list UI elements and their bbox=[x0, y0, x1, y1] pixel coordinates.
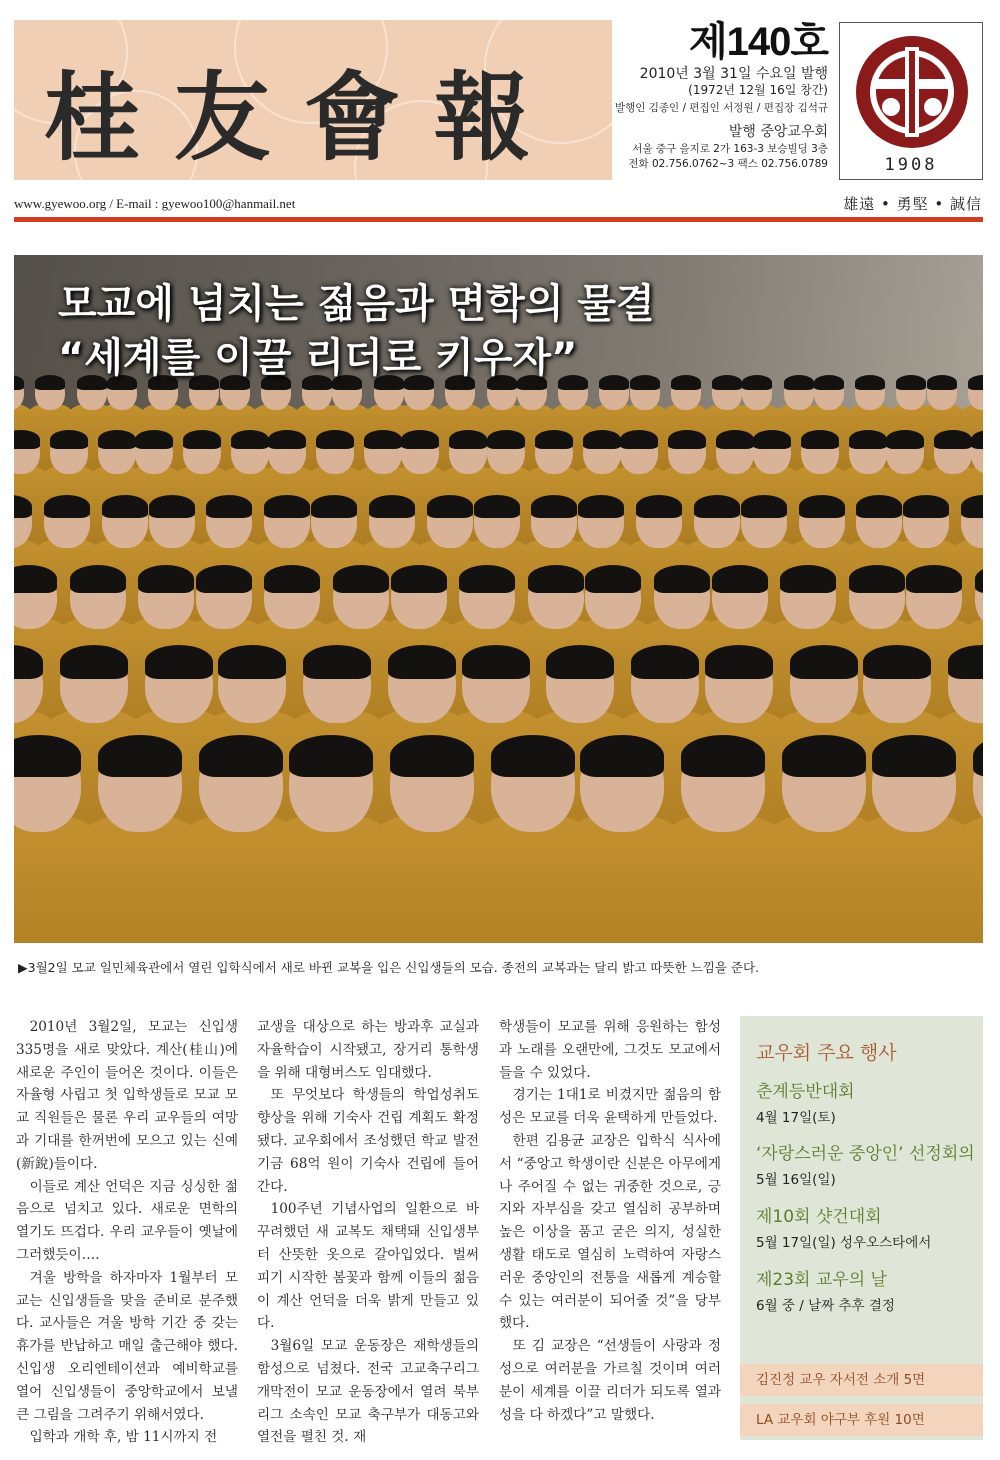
article-paragraph: 교생을 대상으로 하는 방과후 교실과 자율학습이 시작됐고, 장거리 통학생을 위해 대형버스도 임대했다. bbox=[257, 1019, 479, 1081]
phone-fax: 전화 02.756.0762~3 팩스 02.756.0789 bbox=[628, 158, 828, 170]
header-divider bbox=[14, 217, 983, 222]
article-paragraph: 또 무엇보다 학생들의 학업성취도 향상을 위해 기숙사 건립 계획도 확정됐다. 교우회에서 조성했던 학교 발전기금 68억 원이 기숙사 건립에 들어간다. bbox=[257, 1087, 479, 1195]
article-paragraph: 학생들이 모교를 위해 응원하는 함성과 노래를 오랜만에, 그것도 모교에서 들을 수 있었다. bbox=[499, 1019, 721, 1081]
emblem-year: 1908 bbox=[884, 155, 938, 175]
photo-headline bbox=[58, 277, 655, 385]
event-date: 5월 17일(일) 성우오스타에서 bbox=[756, 1235, 932, 1251]
issue-date: 2010년 3월 31일 수요일 발행 bbox=[639, 66, 828, 82]
event-name: ‘자랑스러운 중앙인’ 선정회의 bbox=[756, 1144, 975, 1164]
photo-caption: ▶3월2일 모교 일민체육관에서 열린 입학식에서 새로 바뀐 교복을 입은 신입생들의 모습. 종전의 교복과는 달리 밝고 따뜻한 느낌을 준다. bbox=[18, 960, 759, 975]
event-name: 제10회 샷건대회 bbox=[756, 1207, 882, 1227]
masthead-banner bbox=[14, 20, 612, 180]
event-date: 6월 중 / 날짜 추후 결정 bbox=[756, 1298, 895, 1314]
article-paragraph: 입학과 개학 후, 밤 11시까지 전 bbox=[29, 1429, 218, 1446]
article-paragraph: 3월6일 모교 운동장은 재학생들의 함성으로 넘쳤다. 전국 고교축구리그 개막전이 모교 운동장에서 열려 북부리그 소속인 모교 축구부가 대동고와 열전을 펼친 것. 재 bbox=[257, 1338, 479, 1446]
event-item bbox=[756, 1142, 975, 1190]
article-column-3 bbox=[499, 1016, 721, 1426]
headline-line-1: 모교에 넘치는 젊음과 면학의 물결 bbox=[58, 281, 655, 327]
article-paragraph: 100주년 기념사업의 일환으로 바꾸려했던 새 교복도 채택돼 신입생부터 산뜻한 옷으로 갈아입었다. 벌써 피기 시작한 봄꽃과 함께 이들의 젊음이 계산 언덕을 더욱 밝게 만들고 있다. bbox=[257, 1201, 479, 1332]
event-item bbox=[756, 1268, 895, 1316]
article-paragraph: 이들로 계산 언덕은 지금 싱싱한 젊음으로 넘치고 있다. 새로운 면학의 열기도 뜨겁다. 우리 교우들이 옛날에 그러했듯이…. bbox=[16, 1178, 238, 1263]
school-motto: 雄遠 • 勇堅 • 誠信 bbox=[843, 195, 982, 213]
article-paragraph: 2010년 3월2일, 모교는 신입생 335명을 새로 맞았다. 계산(桂山)에 새로운 주인이 들어온 것이다. 이들은 자율형 사립고 첫 입학생들로 모교 모교 직원들은 물론 우리 교우들의 여망과 기대를 한꺼번에 모으고 있는 신예(新銳)들이다. bbox=[16, 1019, 238, 1172]
main-photo bbox=[14, 255, 983, 943]
publisher: 발행 중앙교우회 bbox=[728, 124, 828, 140]
article-paragraph: 경기는 1대1로 비겼지만 젊음의 함성은 모교를 더욱 윤택하게 만들었다. bbox=[499, 1087, 721, 1127]
event-date: 5월 16일(일) bbox=[756, 1172, 836, 1188]
established-date: (1972년 12월 16일 창간) bbox=[688, 83, 828, 97]
address: 서울 중구 을지로 2가 163-3 보승빌딩 3층 bbox=[632, 143, 828, 155]
events-title: 교우회 주요 행사 bbox=[756, 1042, 897, 1064]
article-paragraph: 한편 김용균 교장은 입학식 식사에서 “중앙고 학생이란 신분은 아무에게나 주어질 수 없는 귀중한 것으로, 긍지와 자부심을 갖고 열심히 공부하며 높은 이상을 품고 굳은 의지, 성실한 생활 태도로 열심히 노력하여 자랑스러운 중앙인의 전통을 새롭게 계승할 수 있는 여러분이 되어줄 것”을 당부했다. bbox=[499, 1132, 721, 1332]
headline-line-2: “세계를 이끌 리더로 키우자” bbox=[58, 335, 578, 381]
notice-strip[interactable]: 김진정 교우 자서전 소개 5면 bbox=[740, 1364, 983, 1396]
article-column-2 bbox=[257, 1016, 479, 1449]
event-name: 제23회 교우의 날 bbox=[756, 1270, 887, 1290]
article-column-1 bbox=[16, 1016, 238, 1449]
school-emblem-box bbox=[839, 22, 983, 180]
events-box bbox=[740, 1016, 983, 1440]
event-item bbox=[756, 1080, 855, 1128]
notice-strip[interactable]: LA 교우회 야구부 후원 10면 bbox=[740, 1404, 983, 1436]
issue-info bbox=[598, 20, 828, 172]
event-date: 4월 17일(토) bbox=[756, 1110, 836, 1126]
school-emblem-icon bbox=[853, 33, 971, 151]
event-item bbox=[756, 1205, 931, 1253]
issue-number: 제140호 bbox=[688, 20, 828, 64]
newspaper-title: 桂友會報 bbox=[44, 61, 564, 174]
contact-line[interactable]: www.gyewoo.org / E-mail : gyewoo100@hanmail.net bbox=[14, 196, 296, 211]
staff-credits: 발행인 김종인 / 편집인 서정원 / 편집장 김석규 bbox=[614, 102, 828, 114]
event-name: 춘계등반대회 bbox=[756, 1082, 855, 1102]
article-paragraph: 겨울 방학을 하자마자 1월부터 모교는 신입생들을 맞을 준비로 분주했다. 교사들은 겨울 방학 기간 중 갖는 휴가를 반납하고 매일 출근해야 했다. 신입생 오리엔테이션과 예비학교를 열어 신입생들이 중앙학교에서 보낼 큰 그림을 그려주기 위해서였다. bbox=[16, 1269, 238, 1423]
article-paragraph: 또 김 교장은 “선생들이 사랑과 정성으로 여러분을 가르칠 것이며 여러분이 세계를 이끌 리더가 되도록 열과 성을 다 하겠다”고 말했다. bbox=[499, 1338, 721, 1423]
